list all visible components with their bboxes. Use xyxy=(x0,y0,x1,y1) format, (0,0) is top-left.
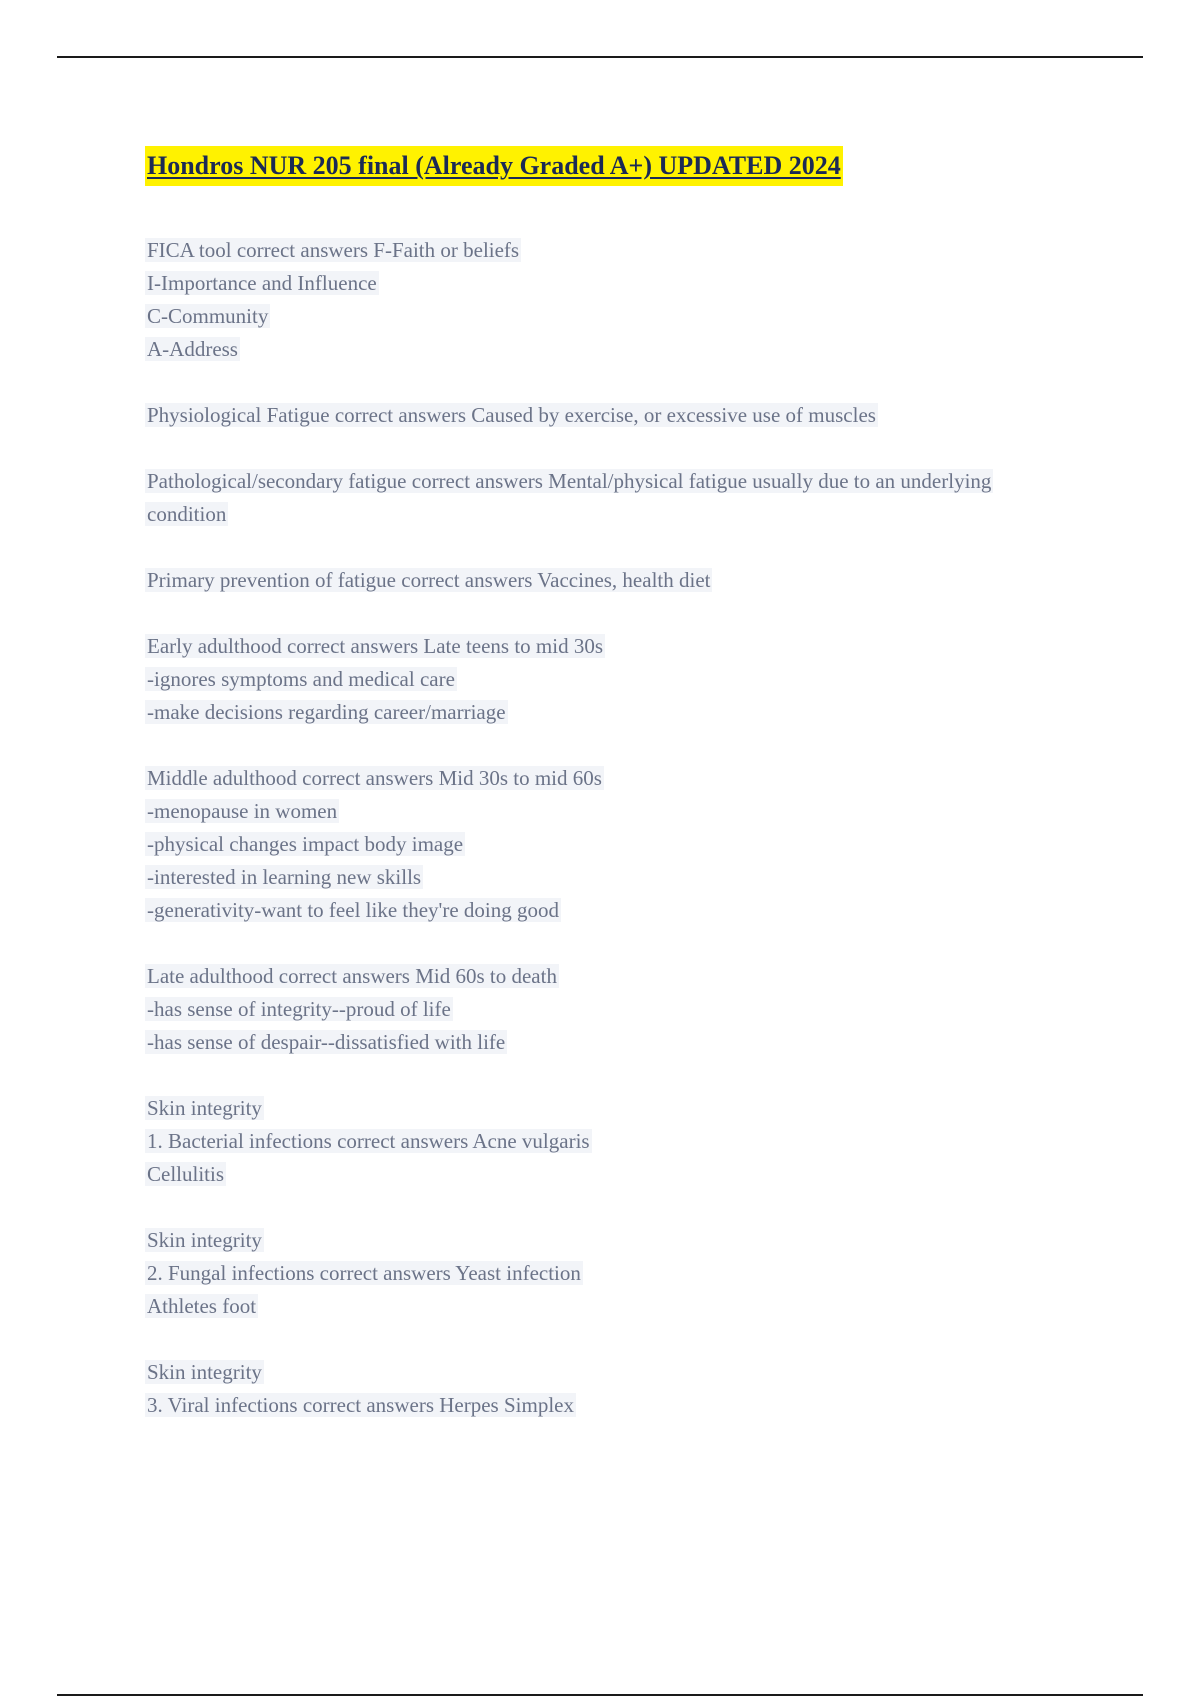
entry-line: Early adulthood correct answers Late teens to mid 30s xyxy=(147,634,604,658)
entry-line: -generativity-want to feel like they're doing good xyxy=(147,898,559,922)
entry-line: Cellulitis xyxy=(147,1162,225,1186)
entry-line: C-Community xyxy=(147,304,269,328)
entry-primary-prevention xyxy=(145,564,1075,597)
entry-line: Middle adulthood correct answers Mid 30s to mid 60s xyxy=(147,766,602,790)
entry-late-adulthood xyxy=(145,960,1075,1059)
entry-line: -physical changes impact body image xyxy=(147,832,464,856)
entry-line: -interested in learning new skills xyxy=(147,865,422,889)
entry-line: Pathological/secondary fatigue correct answers Mental/physical fatigue usually due to an underlying condition xyxy=(147,469,992,526)
entry-physiological-fatigue xyxy=(145,399,1075,432)
entry-skin-viral xyxy=(145,1356,1075,1422)
entry-line: Physiological Fatigue correct answers Caused by exercise, or excessive use of muscles xyxy=(147,403,876,427)
document-title: Hondros NUR 205 final (Already Graded A+) UPDATED 2024 xyxy=(145,146,843,186)
entry-early-adulthood xyxy=(145,630,1075,729)
entry-line: 2. Fungal infections correct answers Yeast infection xyxy=(147,1261,581,1285)
bottom-rule xyxy=(57,1694,1143,1696)
entry-line: -make decisions regarding career/marriage xyxy=(147,700,506,724)
entry-skin-bacterial xyxy=(145,1092,1075,1191)
entry-fica xyxy=(145,234,1075,366)
entry-line: Skin integrity xyxy=(147,1360,262,1384)
entry-line: -ignores symptoms and medical care xyxy=(147,667,455,691)
top-rule xyxy=(57,56,1143,58)
entry-line: Athletes foot xyxy=(147,1294,257,1318)
entry-line: 3. Viral infections correct answers Herpes Simplex xyxy=(147,1393,574,1417)
entry-line: -has sense of integrity--proud of life xyxy=(147,997,451,1021)
entry-line: Skin integrity xyxy=(147,1096,262,1120)
entry-middle-adulthood xyxy=(145,762,1075,927)
entry-line: A-Address xyxy=(147,337,238,361)
entry-line: Skin integrity xyxy=(147,1228,262,1252)
entry-pathological-fatigue xyxy=(145,465,1075,531)
entry-line: -has sense of despair--dissatisfied with life xyxy=(147,1030,506,1054)
entry-line: Late adulthood correct answers Mid 60s to death xyxy=(147,964,557,988)
entry-line: FICA tool correct answers F-Faith or beliefs xyxy=(147,238,520,262)
entry-line: I-Importance and Influence xyxy=(147,271,377,295)
document-body xyxy=(145,146,1075,1455)
entries-list xyxy=(145,234,1075,1422)
entry-line: -menopause in women xyxy=(147,799,338,823)
entry-line: 1. Bacterial infections correct answers Acne vulgaris xyxy=(147,1129,590,1153)
entry-skin-fungal xyxy=(145,1224,1075,1323)
entry-line: Primary prevention of fatigue correct answers Vaccines, health diet xyxy=(147,568,711,592)
